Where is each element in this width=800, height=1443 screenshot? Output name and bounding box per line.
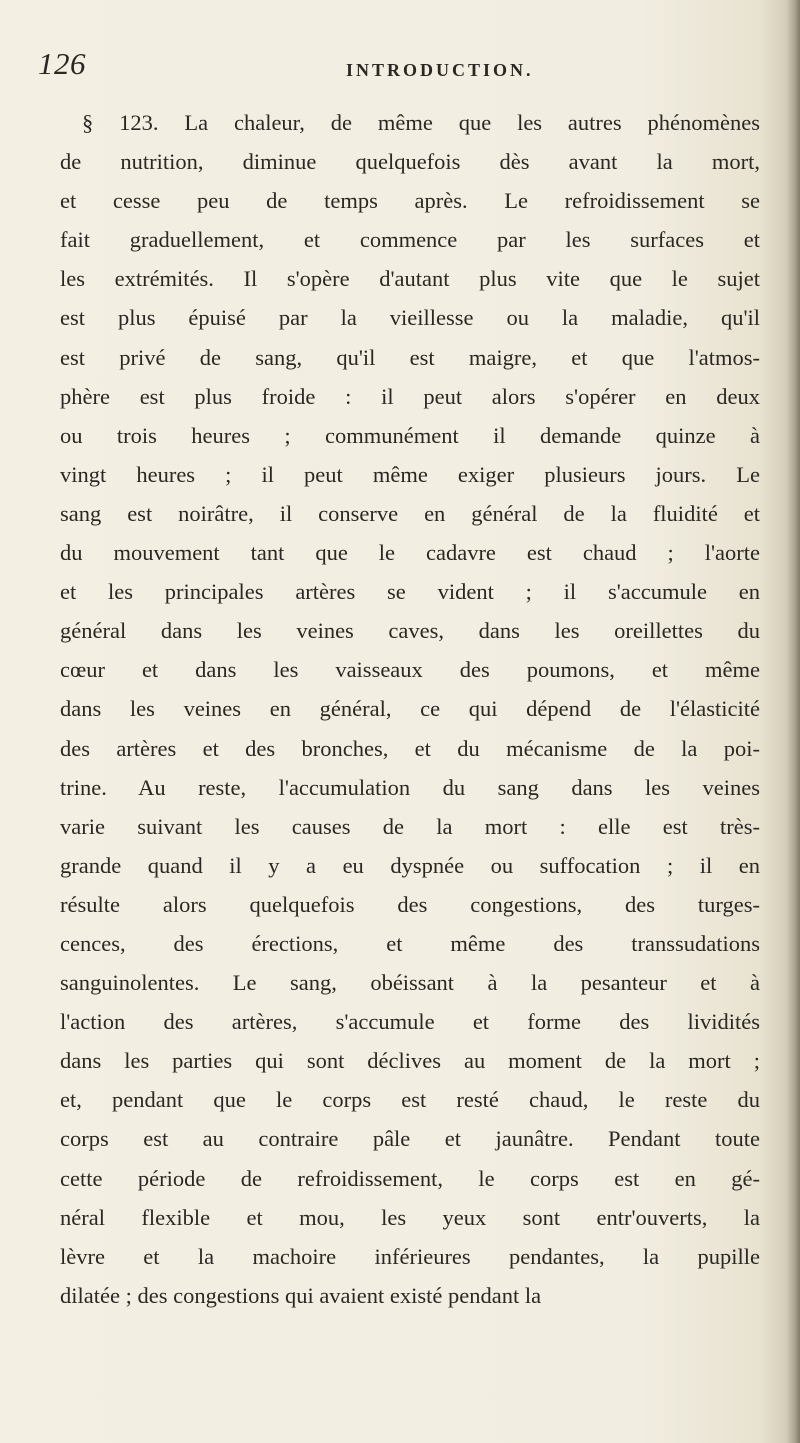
text-line: et cesse peu de temps après. Le refroidissement se — [60, 188, 760, 214]
text-line: ou trois heures ; communément il demande quinze à — [60, 422, 760, 448]
text-line: du mouvement tant que le cadavre est chaud ; l'aorte — [60, 540, 760, 566]
text-line: des artères et des bronches, et du mécanisme de la poi- — [60, 735, 760, 761]
body-text — [60, 103, 760, 1315]
text-line: et les principales artères se vident ; il s'accumule en — [60, 579, 760, 605]
text-line: néral flexible et mou, les yeux sont entr'ouverts, la — [60, 1204, 760, 1230]
text-line: trine. Au reste, l'accumulation du sang dans les veines — [60, 774, 760, 800]
text-line: corps est au contraire pâle et jaunâtre. Pendant toute — [60, 1126, 760, 1152]
page-edge-shadow — [786, 0, 800, 1443]
text-line: général dans les veines caves, dans les oreillettes du — [60, 618, 760, 644]
text-line: phère est plus froide : il peut alors s'opérer en deux — [60, 383, 760, 409]
text-line: fait graduellement, et commence par les surfaces et — [60, 227, 760, 253]
text-line: les extrémités. Il s'opère d'autant plus vite que le sujet — [60, 266, 760, 292]
text-line: lèvre et la machoire inférieures pendantes, la pupille — [60, 1243, 760, 1269]
text-line: § 123. La chaleur, de même que les autres phénomènes — [82, 110, 760, 135]
text-line: varie suivant les causes de la mort : elle est très- — [60, 813, 760, 839]
page-number: 126 — [38, 46, 86, 81]
text-line: sang est noirâtre, il conserve en général de la fluidité et — [60, 500, 760, 526]
text-line: cœur et dans les vaisseaux des poumons, et même — [60, 657, 760, 683]
text-line: est privé de sang, qu'il est maigre, et que l'atmos- — [60, 344, 760, 370]
text-line: sanguinolentes. Le sang, obéissant à la pesanteur et à — [60, 970, 760, 996]
text-line: cette période de refroidissement, le corps est en gé- — [60, 1165, 760, 1191]
text-line: vingt heures ; il peut même exiger plusieurs jours. Le — [60, 461, 760, 487]
text-line: l'action des artères, s'accumule et forme des lividités — [60, 1009, 760, 1035]
text-line: de nutrition, diminue quelquefois dès avant la mort, — [60, 149, 760, 175]
text-line: dans les veines en général, ce qui dépend de l'élasticité — [60, 696, 760, 722]
page-header — [0, 46, 800, 96]
text-line: est plus épuisé par la vieillesse ou la maladie, qu'il — [60, 305, 760, 331]
text-line: cences, des érections, et même des transsudations — [60, 930, 760, 956]
text-line: grande quand il y a eu dyspnée ou suffocation ; il en — [60, 852, 760, 878]
text-line: dans les parties qui sont déclives au moment de la mort ; — [60, 1048, 760, 1074]
text-line: et, pendant que le corps est resté chaud, le reste du — [60, 1087, 760, 1113]
running-title: INTRODUCTION. — [346, 60, 534, 80]
text-line: résulte alors quelquefois des congestions, des turges- — [60, 891, 760, 917]
text-line: dilatée ; des congestions qui avaient existé pendant la — [60, 1282, 542, 1308]
